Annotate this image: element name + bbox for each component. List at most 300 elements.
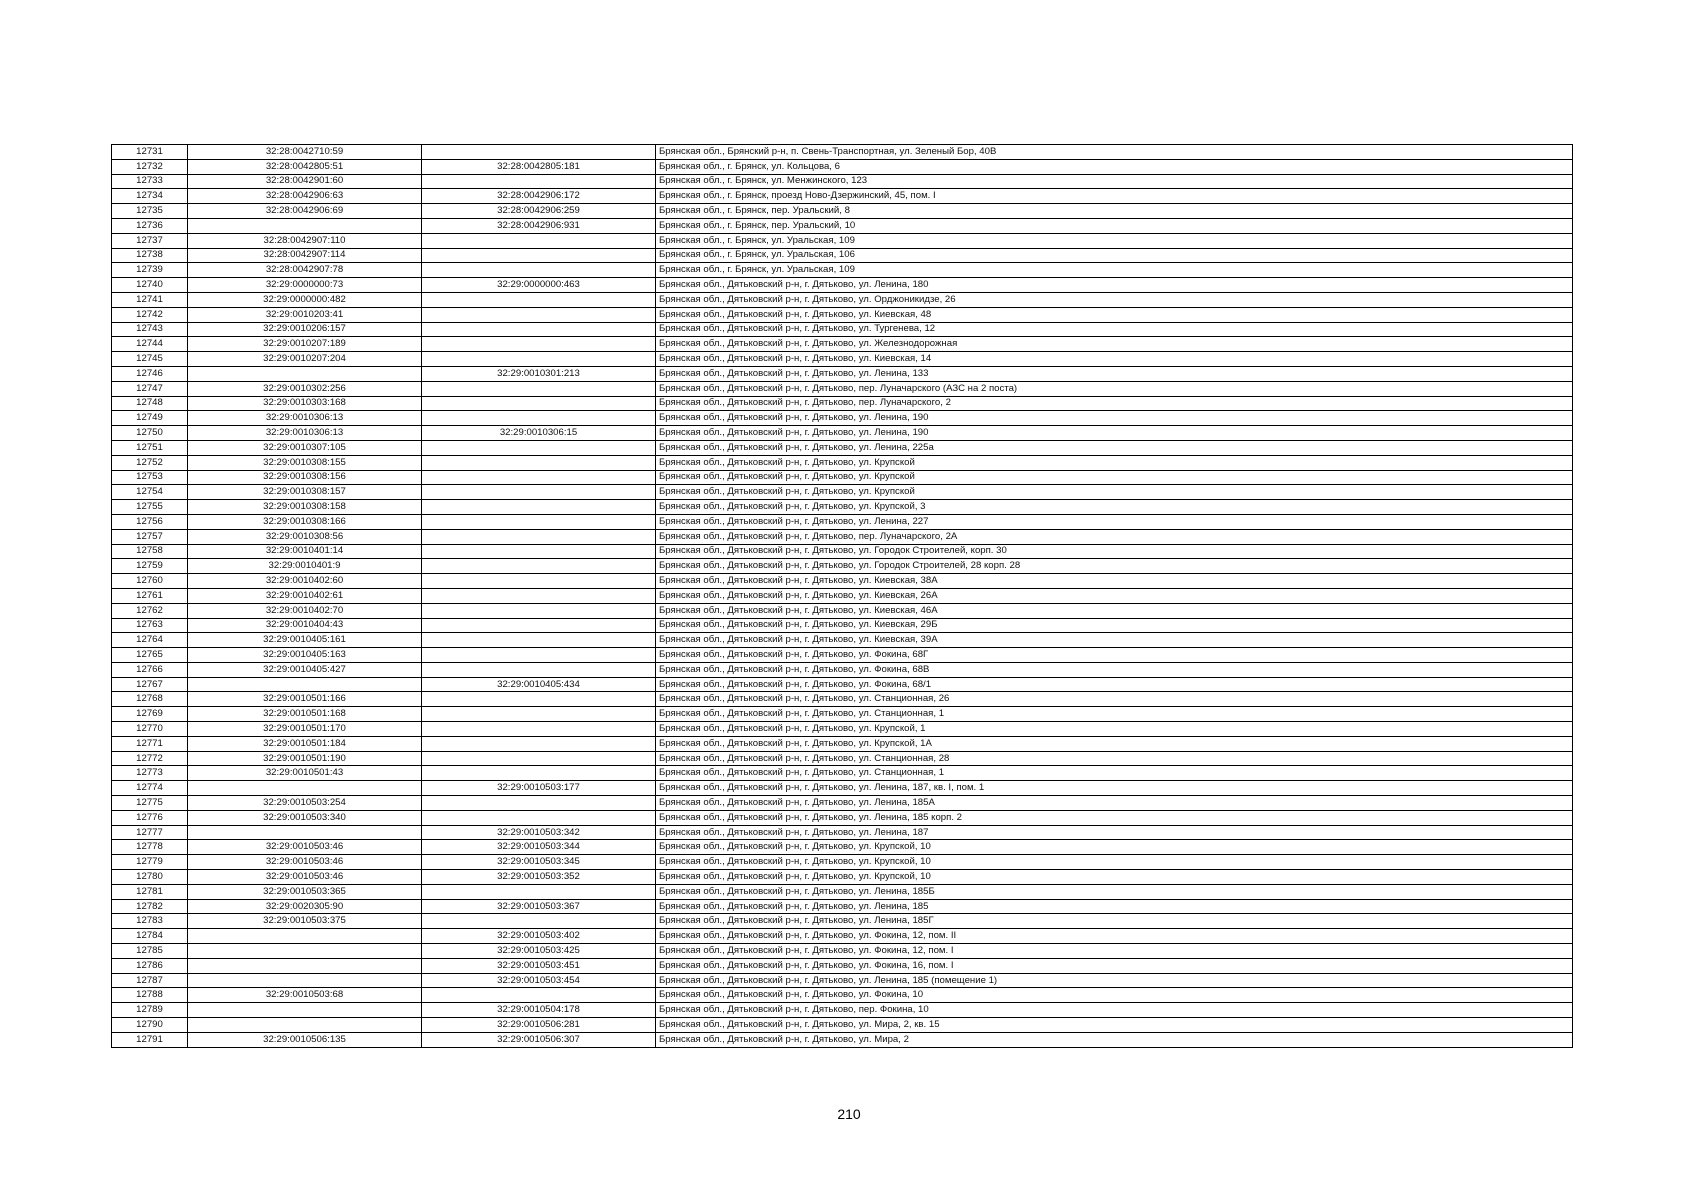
address-cell: Брянская обл., Дятьковский р-н, г. Дятьково, ул. Крупской [656, 455, 1573, 470]
address-cell: Брянская обл., Дятьковский р-н, г. Дятьково, ул. Крупской [656, 470, 1573, 485]
land-cadastral-number-cell [188, 1003, 422, 1018]
table-row [112, 914, 1573, 929]
building-cadastral-number-cell: 32:29:0010503:402 [422, 929, 656, 944]
address-cell: Брянская обл., Дятьковский р-н, г. Дятьково, ул. Городок Строителей, корп. 30 [656, 544, 1573, 559]
land-cadastral-number-cell: 32:28:0042907:78 [188, 263, 422, 278]
land-cadastral-number-cell [188, 781, 422, 796]
row-number-cell: 12773 [112, 766, 188, 781]
land-cadastral-number-cell: 32:29:0010306:13 [188, 411, 422, 426]
row-number-cell: 12742 [112, 307, 188, 322]
building-cadastral-number-cell [422, 914, 656, 929]
building-cadastral-number-cell [422, 574, 656, 589]
address-cell: Брянская обл., Дятьковский р-н, г. Дятьково, ул. Ленина, 190 [656, 411, 1573, 426]
address-cell: Брянская обл., Дятьковский р-н, г. Дятьково, ул. Ленина, 185Г [656, 914, 1573, 929]
address-cell: Брянская обл., Брянский р-н, п. Свень-Транспортная, ул. Зеленый Бор, 40В [656, 145, 1573, 160]
table-row [112, 751, 1573, 766]
table-row [112, 973, 1573, 988]
table-row [112, 485, 1573, 500]
land-cadastral-number-cell: 32:29:0010308:158 [188, 500, 422, 515]
row-number-cell: 12789 [112, 1003, 188, 1018]
building-cadastral-number-cell [422, 662, 656, 677]
building-cadastral-number-cell [422, 544, 656, 559]
table-row [112, 899, 1573, 914]
row-number-cell: 12788 [112, 988, 188, 1003]
table-row [112, 174, 1573, 189]
row-number-cell: 12784 [112, 929, 188, 944]
address-cell: Брянская обл., Дятьковский р-н, г. Дятьково, ул. Мира, 2 [656, 1032, 1573, 1047]
address-cell: Брянская обл., Дятьковский р-н, г. Дятьково, ул. Крупской, 1 [656, 722, 1573, 737]
building-cadastral-number-cell [422, 796, 656, 811]
land-cadastral-number-cell: 32:29:0010404:43 [188, 618, 422, 633]
building-cadastral-number-cell [422, 766, 656, 781]
building-cadastral-number-cell: 32:29:0010503:367 [422, 899, 656, 914]
row-number-cell: 12765 [112, 648, 188, 663]
row-number-cell: 12740 [112, 278, 188, 293]
table-row [112, 603, 1573, 618]
land-cadastral-number-cell: 32:29:0010207:204 [188, 352, 422, 367]
land-cadastral-number-cell: 32:29:0010503:46 [188, 855, 422, 870]
row-number-cell: 12735 [112, 204, 188, 219]
building-cadastral-number-cell: 32:29:0010503:425 [422, 944, 656, 959]
row-number-cell: 12778 [112, 840, 188, 855]
building-cadastral-number-cell [422, 248, 656, 263]
page-number: 210 [837, 1106, 861, 1122]
table-row [112, 218, 1573, 233]
table-row [112, 396, 1573, 411]
land-cadastral-number-cell: 32:29:0010501:190 [188, 751, 422, 766]
land-cadastral-number-cell: 32:28:0042901:60 [188, 174, 422, 189]
row-number-cell: 12770 [112, 722, 188, 737]
building-cadastral-number-cell: 32:29:0010503:177 [422, 781, 656, 796]
table-row [112, 855, 1573, 870]
row-number-cell: 12762 [112, 603, 188, 618]
address-cell: Брянская обл., г. Брянск, ул. Уральская, 109 [656, 263, 1573, 278]
building-cadastral-number-cell [422, 145, 656, 160]
building-cadastral-number-cell: 32:29:0010503:352 [422, 870, 656, 885]
table-row [112, 514, 1573, 529]
land-cadastral-number-cell: 32:29:0010402:60 [188, 574, 422, 589]
land-cadastral-number-cell [188, 1018, 422, 1033]
building-cadastral-number-cell [422, 884, 656, 899]
building-cadastral-number-cell [422, 707, 656, 722]
table-row [112, 781, 1573, 796]
land-cadastral-number-cell [188, 973, 422, 988]
row-number-cell: 12755 [112, 500, 188, 515]
land-cadastral-number-cell: 32:29:0010503:365 [188, 884, 422, 899]
row-number-cell: 12766 [112, 662, 188, 677]
table-row [112, 337, 1573, 352]
table-row [112, 307, 1573, 322]
building-cadastral-number-cell: 32:29:0010503:454 [422, 973, 656, 988]
address-cell: Брянская обл., Дятьковский р-н, г. Дятьково, ул. Фокина, 68Г [656, 648, 1573, 663]
row-number-cell: 12772 [112, 751, 188, 766]
building-cadastral-number-cell [422, 559, 656, 574]
row-number-cell: 12748 [112, 396, 188, 411]
address-cell: Брянская обл., Дятьковский р-н, г. Дятьково, ул. Крупской, 10 [656, 855, 1573, 870]
building-cadastral-number-cell: 32:29:0010506:281 [422, 1018, 656, 1033]
row-number-cell: 12739 [112, 263, 188, 278]
address-cell: Брянская обл., Дятьковский р-н, г. Дятьково, ул. Ленина, 180 [656, 278, 1573, 293]
building-cadastral-number-cell [422, 470, 656, 485]
table-row [112, 884, 1573, 899]
table-row [112, 944, 1573, 959]
address-cell: Брянская обл., Дятьковский р-н, г. Дятьково, пер. Фокина, 10 [656, 1003, 1573, 1018]
table-row [112, 278, 1573, 293]
row-number-cell: 12744 [112, 337, 188, 352]
row-number-cell: 12751 [112, 440, 188, 455]
table-row [112, 825, 1573, 840]
land-cadastral-number-cell: 32:28:0042907:114 [188, 248, 422, 263]
building-cadastral-number-cell [422, 588, 656, 603]
row-number-cell: 12781 [112, 884, 188, 899]
building-cadastral-number-cell [422, 411, 656, 426]
building-cadastral-number-cell [422, 307, 656, 322]
table-row [112, 145, 1573, 160]
land-cadastral-number-cell: 32:29:0010308:155 [188, 455, 422, 470]
table-row [112, 796, 1573, 811]
land-cadastral-number-cell: 32:29:0010308:56 [188, 529, 422, 544]
table-row [112, 810, 1573, 825]
row-number-cell: 12733 [112, 174, 188, 189]
registry-table-body [112, 145, 1573, 1048]
table-row [112, 500, 1573, 515]
land-cadastral-number-cell: 32:29:0010303:168 [188, 396, 422, 411]
table-row [112, 1018, 1573, 1033]
row-number-cell: 12761 [112, 588, 188, 603]
land-cadastral-number-cell [188, 958, 422, 973]
land-cadastral-number-cell: 32:29:0010501:170 [188, 722, 422, 737]
land-cadastral-number-cell: 32:28:0042906:63 [188, 189, 422, 204]
row-number-cell: 12774 [112, 781, 188, 796]
address-cell: Брянская обл., Дятьковский р-н, г. Дятьково, ул. Киевская, 29Б [656, 618, 1573, 633]
address-cell: Брянская обл., Дятьковский р-н, г. Дятьково, пер. Луначарского, 2А [656, 529, 1573, 544]
table-row [112, 455, 1573, 470]
row-number-cell: 12790 [112, 1018, 188, 1033]
building-cadastral-number-cell [422, 292, 656, 307]
address-cell: Брянская обл., Дятьковский р-н, г. Дятьково, ул. Ленина, 225а [656, 440, 1573, 455]
address-cell: Брянская обл., Дятьковский р-н, г. Дятьково, ул. Киевская, 48 [656, 307, 1573, 322]
land-cadastral-number-cell: 32:29:0000000:482 [188, 292, 422, 307]
row-number-cell: 12768 [112, 692, 188, 707]
land-cadastral-number-cell: 32:29:0010501:166 [188, 692, 422, 707]
table-row [112, 233, 1573, 248]
address-cell: Брянская обл., Дятьковский р-н, г. Дятьково, ул. Крупской [656, 485, 1573, 500]
address-cell: Брянская обл., Дятьковский р-н, г. Дятьково, ул. Киевская, 39А [656, 633, 1573, 648]
land-cadastral-number-cell [188, 944, 422, 959]
address-cell: Брянская обл., Дятьковский р-н, г. Дятьково, пер. Луначарского, 2 [656, 396, 1573, 411]
land-cadastral-number-cell: 32:29:0010207:189 [188, 337, 422, 352]
address-cell: Брянская обл., Дятьковский р-н, г. Дятьково, ул. Крупской, 1А [656, 736, 1573, 751]
land-cadastral-number-cell: 32:29:0010402:61 [188, 588, 422, 603]
table-row [112, 248, 1573, 263]
row-number-cell: 12786 [112, 958, 188, 973]
table-row [112, 366, 1573, 381]
table-row [112, 736, 1573, 751]
building-cadastral-number-cell: 32:28:0042906:172 [422, 189, 656, 204]
row-number-cell: 12776 [112, 810, 188, 825]
table-row [112, 648, 1573, 663]
row-number-cell: 12763 [112, 618, 188, 633]
building-cadastral-number-cell [422, 485, 656, 500]
table-row [112, 1032, 1573, 1047]
building-cadastral-number-cell [422, 751, 656, 766]
building-cadastral-number-cell: 32:28:0042805:181 [422, 159, 656, 174]
table-row [112, 426, 1573, 441]
building-cadastral-number-cell [422, 233, 656, 248]
building-cadastral-number-cell: 32:29:0010503:342 [422, 825, 656, 840]
row-number-cell: 12791 [112, 1032, 188, 1047]
table-row [112, 440, 1573, 455]
address-cell: Брянская обл., Дятьковский р-н, г. Дятьково, ул. Ленина, 185 [656, 899, 1573, 914]
row-number-cell: 12736 [112, 218, 188, 233]
table-row [112, 958, 1573, 973]
table-row [112, 662, 1573, 677]
land-cadastral-number-cell: 32:29:0010206:157 [188, 322, 422, 337]
land-cadastral-number-cell: 32:29:0020305:90 [188, 899, 422, 914]
address-cell: Брянская обл., Дятьковский р-н, г. Дятьково, пер. Луначарского (АЗС на 2 поста) [656, 381, 1573, 396]
building-cadastral-number-cell [422, 810, 656, 825]
address-cell: Брянская обл., Дятьковский р-н, г. Дятьково, ул. Ленина, 185 (помещение 1) [656, 973, 1573, 988]
address-cell: Брянская обл., Дятьковский р-н, г. Дятьково, ул. Городок Строителей, 28 корп. 28 [656, 559, 1573, 574]
land-cadastral-number-cell: 32:29:0010308:166 [188, 514, 422, 529]
building-cadastral-number-cell [422, 736, 656, 751]
building-cadastral-number-cell [422, 322, 656, 337]
building-cadastral-number-cell: 32:29:0010405:434 [422, 677, 656, 692]
row-number-cell: 12752 [112, 455, 188, 470]
land-cadastral-number-cell: 32:29:0010308:157 [188, 485, 422, 500]
building-cadastral-number-cell: 32:29:0010301:213 [422, 366, 656, 381]
land-cadastral-number-cell: 32:29:0010203:41 [188, 307, 422, 322]
land-cadastral-number-cell: 32:29:0010503:46 [188, 870, 422, 885]
table-row [112, 870, 1573, 885]
row-number-cell: 12757 [112, 529, 188, 544]
row-number-cell: 12756 [112, 514, 188, 529]
table-row [112, 677, 1573, 692]
address-cell: Брянская обл., г. Брянск, ул. Уральская, 106 [656, 248, 1573, 263]
address-cell: Брянская обл., Дятьковский р-н, г. Дятьково, ул. Фокина, 68/1 [656, 677, 1573, 692]
row-number-cell: 12782 [112, 899, 188, 914]
address-cell: Брянская обл., Дятьковский р-н, г. Дятьково, ул. Ленина, 227 [656, 514, 1573, 529]
land-cadastral-number-cell: 32:29:0000000:73 [188, 278, 422, 293]
land-cadastral-number-cell: 32:29:0010506:135 [188, 1032, 422, 1047]
land-cadastral-number-cell: 32:29:0010501:168 [188, 707, 422, 722]
row-number-cell: 12779 [112, 855, 188, 870]
row-number-cell: 12732 [112, 159, 188, 174]
row-number-cell: 12780 [112, 870, 188, 885]
building-cadastral-number-cell: 32:29:0010504:178 [422, 1003, 656, 1018]
land-cadastral-number-cell: 32:29:0010503:46 [188, 840, 422, 855]
row-number-cell: 12747 [112, 381, 188, 396]
building-cadastral-number-cell: 32:28:0042906:259 [422, 204, 656, 219]
row-number-cell: 12750 [112, 426, 188, 441]
building-cadastral-number-cell [422, 440, 656, 455]
row-number-cell: 12760 [112, 574, 188, 589]
address-cell: Брянская обл., Дятьковский р-н, г. Дятьково, ул. Ленина, 185Б [656, 884, 1573, 899]
land-cadastral-number-cell: 32:29:0010503:340 [188, 810, 422, 825]
table-row [112, 263, 1573, 278]
address-cell: Брянская обл., Дятьковский р-н, г. Дятьково, ул. Крупской, 10 [656, 870, 1573, 885]
land-cadastral-number-cell: 32:29:0010405:427 [188, 662, 422, 677]
row-number-cell: 12746 [112, 366, 188, 381]
row-number-cell: 12745 [112, 352, 188, 367]
building-cadastral-number-cell [422, 618, 656, 633]
building-cadastral-number-cell: 32:28:0042906:931 [422, 218, 656, 233]
land-cadastral-number-cell: 32:29:0010308:156 [188, 470, 422, 485]
address-cell: Брянская обл., Дятьковский р-н, г. Дятьково, ул. Фокина, 16, пом. I [656, 958, 1573, 973]
land-cadastral-number-cell [188, 825, 422, 840]
building-cadastral-number-cell: 32:29:0010306:15 [422, 426, 656, 441]
row-number-cell: 12743 [112, 322, 188, 337]
land-cadastral-number-cell [188, 218, 422, 233]
land-cadastral-number-cell: 32:29:0010503:68 [188, 988, 422, 1003]
building-cadastral-number-cell: 32:29:0010506:307 [422, 1032, 656, 1047]
row-number-cell: 12769 [112, 707, 188, 722]
building-cadastral-number-cell [422, 455, 656, 470]
table-row [112, 633, 1573, 648]
address-cell: Брянская обл., Дятьковский р-н, г. Дятьково, ул. Станционная, 26 [656, 692, 1573, 707]
address-cell: Брянская обл., Дятьковский р-н, г. Дятьково, ул. Ленина, 185А [656, 796, 1573, 811]
building-cadastral-number-cell [422, 500, 656, 515]
registry-table [111, 144, 1573, 1048]
address-cell: Брянская обл., Дятьковский р-н, г. Дятьково, ул. Киевская, 26А [656, 588, 1573, 603]
building-cadastral-number-cell [422, 988, 656, 1003]
building-cadastral-number-cell [422, 337, 656, 352]
row-number-cell: 12771 [112, 736, 188, 751]
building-cadastral-number-cell [422, 692, 656, 707]
land-cadastral-number-cell: 32:29:0010401:9 [188, 559, 422, 574]
address-cell: Брянская обл., Дятьковский р-н, г. Дятьково, ул. Тургенева, 12 [656, 322, 1573, 337]
row-number-cell: 12764 [112, 633, 188, 648]
address-cell: Брянская обл., Дятьковский р-н, г. Дятьково, ул. Мира, 2, кв. 15 [656, 1018, 1573, 1033]
row-number-cell: 12753 [112, 470, 188, 485]
address-cell: Брянская обл., г. Брянск, ул. Уральская, 109 [656, 233, 1573, 248]
row-number-cell: 12785 [112, 944, 188, 959]
building-cadastral-number-cell [422, 514, 656, 529]
land-cadastral-number-cell: 32:29:0010503:254 [188, 796, 422, 811]
building-cadastral-number-cell: 32:29:0010503:344 [422, 840, 656, 855]
land-cadastral-number-cell: 32:29:0010501:43 [188, 766, 422, 781]
row-number-cell: 12734 [112, 189, 188, 204]
land-cadastral-number-cell: 32:29:0010501:184 [188, 736, 422, 751]
land-cadastral-number-cell: 32:28:0042710:59 [188, 145, 422, 160]
land-cadastral-number-cell: 32:29:0010503:375 [188, 914, 422, 929]
address-cell: Брянская обл., г. Брянск, пер. Уральский, 8 [656, 204, 1573, 219]
address-cell: Брянская обл., Дятьковский р-н, г. Дятьково, ул. Киевская, 38А [656, 574, 1573, 589]
row-number-cell: 12749 [112, 411, 188, 426]
building-cadastral-number-cell [422, 648, 656, 663]
building-cadastral-number-cell [422, 352, 656, 367]
table-row [112, 1003, 1573, 1018]
land-cadastral-number-cell: 32:29:0010402:70 [188, 603, 422, 618]
land-cadastral-number-cell: 32:28:0042906:69 [188, 204, 422, 219]
table-row [112, 189, 1573, 204]
building-cadastral-number-cell: 32:29:0000000:463 [422, 278, 656, 293]
table-row [112, 470, 1573, 485]
address-cell: Брянская обл., г. Брянск, проезд Ново-Дзержинский, 45, пом. I [656, 189, 1573, 204]
address-cell: Брянская обл., Дятьковский р-н, г. Дятьково, ул. Станционная, 28 [656, 751, 1573, 766]
land-cadastral-number-cell: 32:29:0010405:163 [188, 648, 422, 663]
address-cell: Брянская обл., Дятьковский р-н, г. Дятьково, ул. Киевская, 46А [656, 603, 1573, 618]
land-cadastral-number-cell: 32:29:0010302:256 [188, 381, 422, 396]
building-cadastral-number-cell [422, 603, 656, 618]
land-cadastral-number-cell: 32:28:0042805:51 [188, 159, 422, 174]
row-number-cell: 12777 [112, 825, 188, 840]
land-cadastral-number-cell: 32:29:0010306:13 [188, 426, 422, 441]
land-cadastral-number-cell: 32:28:0042907:110 [188, 233, 422, 248]
building-cadastral-number-cell [422, 263, 656, 278]
table-row [112, 766, 1573, 781]
row-number-cell: 12783 [112, 914, 188, 929]
address-cell: Брянская обл., Дятьковский р-н, г. Дятьково, ул. Фокина, 12, пом. I [656, 944, 1573, 959]
table-row [112, 352, 1573, 367]
table-row [112, 292, 1573, 307]
address-cell: Брянская обл., Дятьковский р-н, г. Дятьково, ул. Ленина, 187, кв. I, пом. 1 [656, 781, 1573, 796]
address-cell: Брянская обл., г. Брянск, ул. Кольцова, 6 [656, 159, 1573, 174]
table-row [112, 929, 1573, 944]
table-row [112, 559, 1573, 574]
building-cadastral-number-cell: 32:29:0010503:345 [422, 855, 656, 870]
row-number-cell: 12758 [112, 544, 188, 559]
address-cell: Брянская обл., Дятьковский р-н, г. Дятьково, ул. Железнодорожная [656, 337, 1573, 352]
table-row [112, 707, 1573, 722]
building-cadastral-number-cell [422, 396, 656, 411]
row-number-cell: 12787 [112, 973, 188, 988]
building-cadastral-number-cell [422, 529, 656, 544]
land-cadastral-number-cell: 32:29:0010405:161 [188, 633, 422, 648]
address-cell: Брянская обл., Дятьковский р-н, г. Дятьково, ул. Крупской, 10 [656, 840, 1573, 855]
table-row [112, 322, 1573, 337]
table-row [112, 381, 1573, 396]
address-cell: Брянская обл., Дятьковский р-н, г. Дятьково, ул. Ленина, 190 [656, 426, 1573, 441]
building-cadastral-number-cell [422, 722, 656, 737]
address-cell: Брянская обл., Дятьковский р-н, г. Дятьково, ул. Крупской, 3 [656, 500, 1573, 515]
address-cell: Брянская обл., Дятьковский р-н, г. Дятьково, ул. Фокина, 68В [656, 662, 1573, 677]
row-number-cell: 12741 [112, 292, 188, 307]
address-cell: Брянская обл., Дятьковский р-н, г. Дятьково, ул. Киевская, 14 [656, 352, 1573, 367]
table-row [112, 840, 1573, 855]
land-cadastral-number-cell [188, 677, 422, 692]
land-cadastral-number-cell: 32:29:0010307:105 [188, 440, 422, 455]
table-row [112, 988, 1573, 1003]
table-row [112, 544, 1573, 559]
row-number-cell: 12738 [112, 248, 188, 263]
address-cell: Брянская обл., Дятьковский р-н, г. Дятьково, ул. Станционная, 1 [656, 707, 1573, 722]
table-row [112, 574, 1573, 589]
land-cadastral-number-cell [188, 929, 422, 944]
row-number-cell: 12731 [112, 145, 188, 160]
table-row [112, 692, 1573, 707]
address-cell: Брянская обл., г. Брянск, пер. Уральский, 10 [656, 218, 1573, 233]
row-number-cell: 12754 [112, 485, 188, 500]
address-cell: Брянская обл., Дятьковский р-н, г. Дятьково, ул. Фокина, 10 [656, 988, 1573, 1003]
table-row [112, 159, 1573, 174]
row-number-cell: 12737 [112, 233, 188, 248]
table-row [112, 588, 1573, 603]
table-row [112, 618, 1573, 633]
table-row [112, 722, 1573, 737]
row-number-cell: 12775 [112, 796, 188, 811]
address-cell: Брянская обл., Дятьковский р-н, г. Дятьково, ул. Фокина, 12, пом. II [656, 929, 1573, 944]
address-cell: Брянская обл., Дятьковский р-н, г. Дятьково, ул. Станционная, 1 [656, 766, 1573, 781]
address-cell: Брянская обл., г. Брянск, ул. Менжинского, 123 [656, 174, 1573, 189]
building-cadastral-number-cell [422, 633, 656, 648]
building-cadastral-number-cell [422, 381, 656, 396]
land-cadastral-number-cell: 32:29:0010401:14 [188, 544, 422, 559]
address-cell: Брянская обл., Дятьковский р-н, г. Дятьково, ул. Орджоникидзе, 26 [656, 292, 1573, 307]
address-cell: Брянская обл., Дятьковский р-н, г. Дятьково, ул. Ленина, 187 [656, 825, 1573, 840]
row-number-cell: 12767 [112, 677, 188, 692]
address-cell: Брянская обл., Дятьковский р-н, г. Дятьково, ул. Ленина, 133 [656, 366, 1573, 381]
